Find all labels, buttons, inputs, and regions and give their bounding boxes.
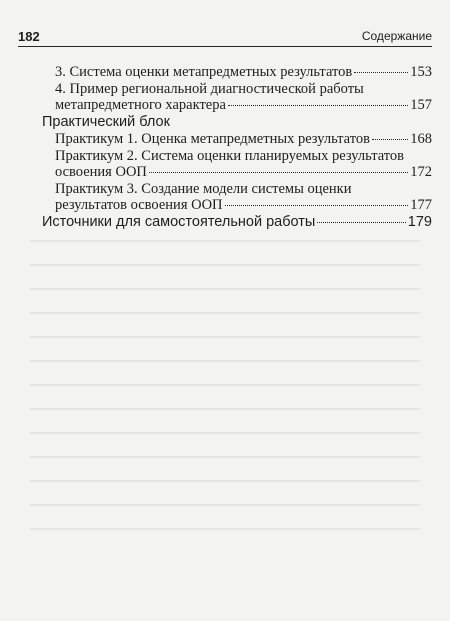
- toc-entry-title: Источники для самостоятельной работы: [42, 214, 316, 230]
- toc-entry-title: 4. Пример региональной диагностической работы: [55, 81, 364, 97]
- toc-entry-title-continued: результатов освоения ООП: [55, 197, 223, 213]
- toc-entry: [55, 148, 432, 180]
- dot-leader: [149, 172, 408, 173]
- toc-entry-title: Практикум 1. Оценка метапредметных результатов: [55, 131, 370, 147]
- toc-page-number: 172: [410, 164, 432, 180]
- toc-entry: [55, 81, 432, 113]
- toc-entry-title: 3. Система оценки метапредметных результатов: [55, 64, 353, 80]
- toc-entry-title: Практикум 2. Система оценки планируемых результатов: [55, 148, 405, 164]
- section-heading: Практический блок: [42, 114, 170, 130]
- header-divider: [18, 46, 432, 47]
- toc-page-number: 168: [410, 131, 432, 147]
- toc-page-number: 179: [407, 214, 432, 230]
- toc-entry-title-continued: освоения ООП: [55, 164, 147, 180]
- toc-page-number: 157: [410, 97, 432, 113]
- dot-leader: [317, 222, 405, 223]
- toc-page-number: 153: [410, 64, 432, 80]
- toc-entry: [55, 64, 432, 80]
- toc-page-number: 177: [410, 197, 432, 213]
- toc-entry: [55, 131, 432, 147]
- page-number: 182: [18, 29, 40, 44]
- dot-leader: [372, 139, 408, 140]
- dot-leader: [228, 105, 408, 106]
- toc-entry: [42, 214, 432, 230]
- toc-entry: [55, 181, 432, 213]
- page-header: [18, 26, 432, 46]
- bleed-through-texture: [30, 240, 420, 591]
- dot-leader: [354, 72, 408, 73]
- running-title: Содержание: [361, 29, 432, 43]
- toc-entry-title-continued: метапредметного характера: [55, 97, 226, 113]
- toc-entry-title: Практикум 3. Создание модели системы оценки: [55, 181, 352, 197]
- dot-leader: [225, 205, 409, 206]
